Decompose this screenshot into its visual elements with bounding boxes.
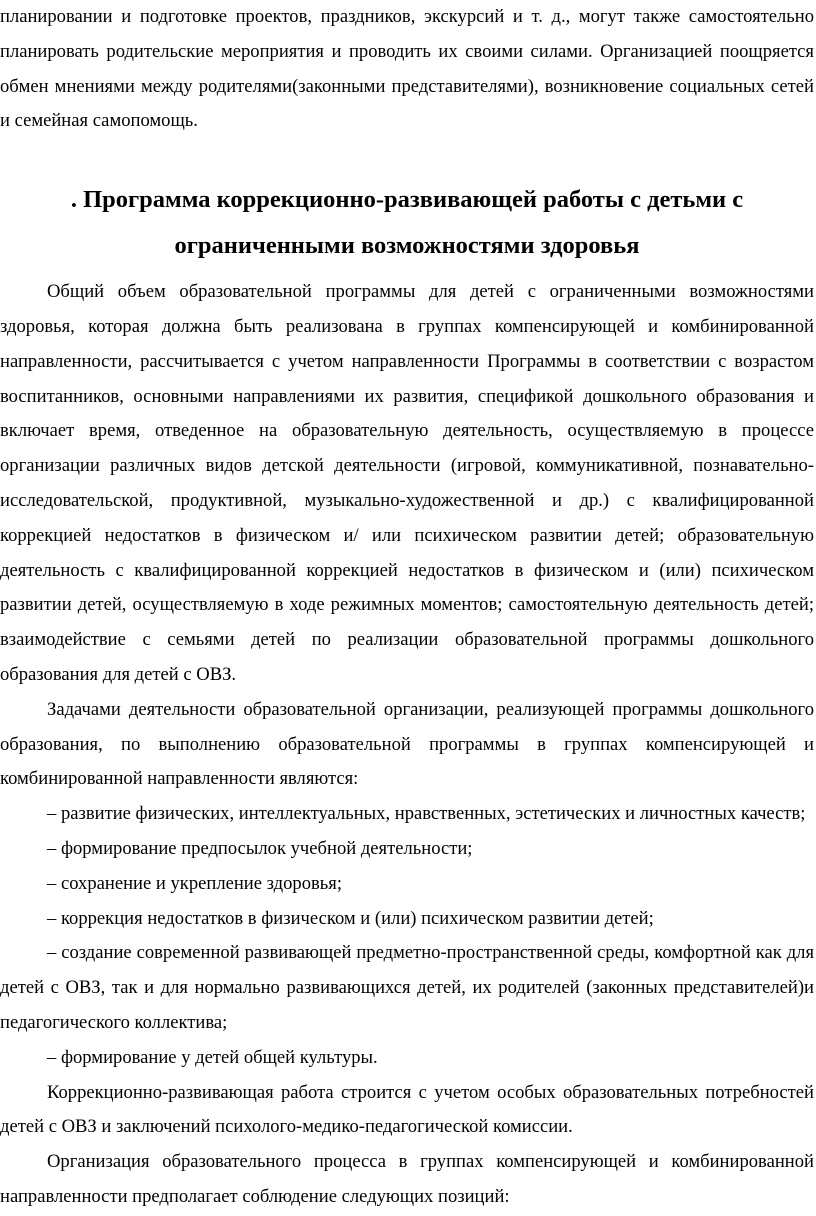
task-list-item: – развитие физических, интеллектуальных, нравственных, эстетических и личностных качеств; bbox=[47, 803, 806, 825]
task-list-item: – формирование предпосылок учебной деятельности; bbox=[47, 837, 473, 859]
task-list-item: – сохранение и укрепление здоровья; bbox=[47, 872, 342, 894]
body-paragraph-organization: Организация образовательного процесса в группах компенсирующей и комбинированной направленности предполагает соблюдение следующих позиций: bbox=[0, 1151, 814, 1207]
task-list-item: – создание современной развивающей предметно-пространственной среды, комфортной как для детей с ОВЗ, так и для нормально развивающихся детей, их родителей (законных представителей)и педагогического коллектива; bbox=[0, 942, 814, 1033]
section-heading bbox=[0, 177, 814, 269]
section-heading-line-2: ограниченными возможностями здоровья bbox=[174, 232, 640, 260]
task-list-item: – формирование у детей общей культуры. bbox=[47, 1046, 378, 1068]
body-paragraph-tasks-intro: Задачами деятельности образовательной организации, реализующей программы дошкольного образования, по выполнению образовательной программы в группах компенсирующей и комбинированной направленности являются: bbox=[0, 698, 814, 790]
body-paragraph-correction: Коррекционно-развивающая работа строится с учетом особых образовательных потребностей детей с ОВЗ и заключений психолого-медико-педагогической комиссии. bbox=[0, 1081, 814, 1138]
intro-paragraph: планировании и подготовке проектов, праздников, экскурсий и т. д., могут также самостоятельно планировать родительские мероприятия и проводить их своими силами. Организацией поощряется обмен мнениями между родителями(законными представителями), возникновение социальных сетей и семейная самопомощь. bbox=[0, 6, 814, 132]
body-paragraph-volume: Общий объем образовательной программы для детей с ограниченными возможностями здоровья, которая должна быть реализована в группах компенсирующей и комбинированной направленности, рассчитывается с учетом направленности Программы в соответствии с возрастом воспитанников, основными направлениями их развития, спецификой дошкольного образования и включает время, отведенное на образовательную деятельность, осуществляемую в процессе организации различных видов детской деятельности (игровой, коммуникативной, познавательно-исследовательской, продуктивной, музыкально-художественной и др.) с квалифицированной коррекцией недостатков в физическом и/ или психическом развитии детей; образовательную деятельность с квалифицированной коррекцией недостатков в физическом и (или) психическом развитии детей, осуществляемую в ходе режимных моментов; самостоятельную деятельность детей; взаимодействие с семьями детей по реализации образовательной программы дошкольного образования для детей с ОВЗ. bbox=[0, 281, 814, 685]
section-heading-line-1: . Программа коррекционно-развивающей работы с детьми с bbox=[70, 186, 744, 214]
task-list-item: – коррекция недостатков в физическом и (или) психическом развитии детей; bbox=[47, 907, 654, 929]
